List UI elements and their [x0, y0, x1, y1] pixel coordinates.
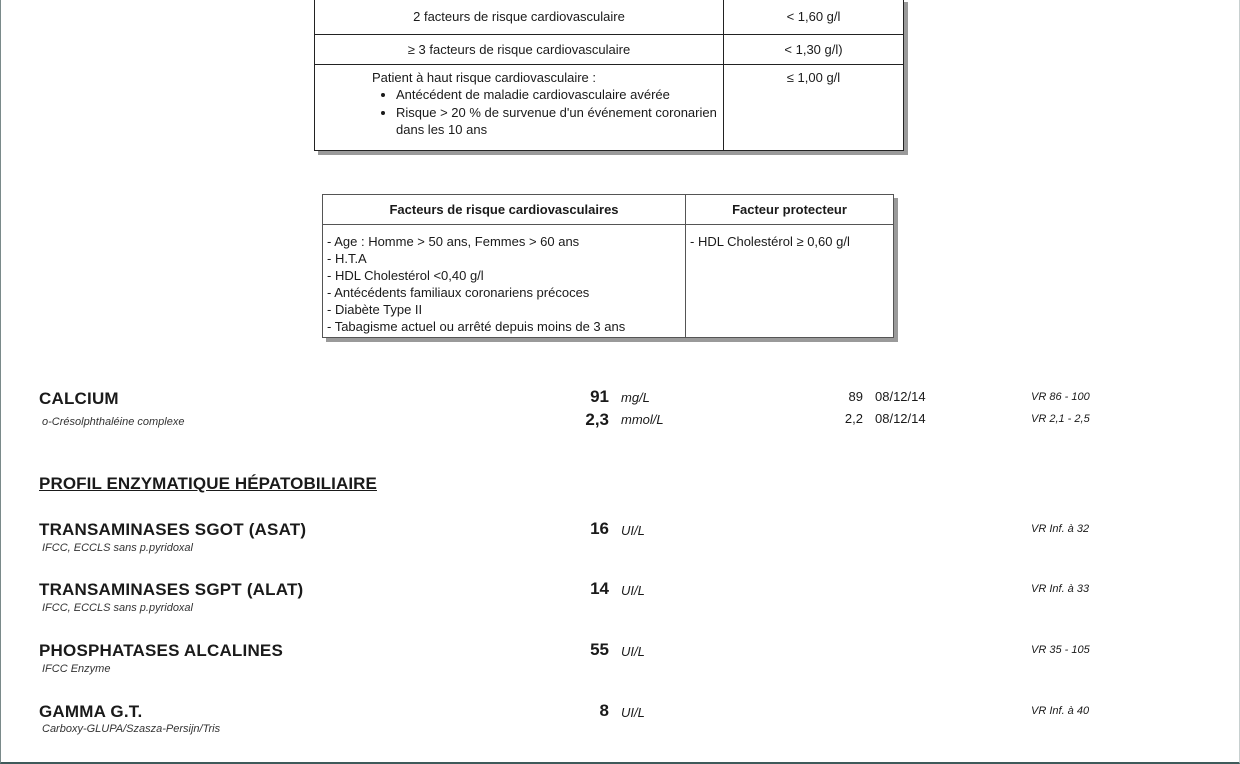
risk-factor-item: - Diabète Type II — [327, 302, 423, 317]
risk-factor-item: - HDL Cholestérol <0,40 g/l — [327, 268, 484, 283]
header-risk-factors: Facteurs de risque cardiovasculaires — [323, 195, 686, 225]
calcium-method: o-Crésolphthaléine complexe — [42, 416, 185, 428]
enzyme-value: 16 — [590, 519, 609, 538]
high-risk-bullet: • Risque > 20 % de survenue d'un événement coronarien dans les 10 ans — [396, 104, 717, 139]
risk-factor-item: - Tabagisme actuel ou arrêté depuis moins de 3 ans — [327, 319, 626, 334]
enzyme-unit: UI/L — [621, 644, 645, 659]
calcium-ref-mmol: VR 2,1 - 2,5 — [1031, 413, 1090, 425]
calcium-prev-mmol: 2,2 — [844, 411, 863, 426]
enzyme-unit: UI/L — [621, 523, 645, 538]
risk-factors-body — [323, 225, 894, 338]
enzyme-name: GAMMA G.T. — [39, 702, 143, 721]
ldl-target-table — [314, 0, 904, 151]
enzyme-value: 55 — [590, 640, 609, 659]
enzyme-unit: UI/L — [621, 705, 645, 720]
risk-factors-table — [322, 194, 894, 338]
ldl-row — [315, 35, 904, 65]
enzyme-name: PHOSPHATASES ALCALINES — [39, 641, 283, 660]
risk-factor-item: - H.T.A — [327, 251, 367, 266]
calcium-unit-mg: mg/L — [621, 390, 650, 405]
high-risk-list — [321, 86, 717, 139]
risk-factor-item: - Age : Homme > 50 ans, Femmes > 60 ans — [327, 234, 580, 249]
enzyme-method: Carboxy-GLUPA/Szasza-Persijn/Tris — [42, 723, 221, 735]
enzyme-value: 8 — [599, 701, 609, 720]
section-title: PROFIL ENZYMATIQUE HÉPATOBILIAIRE — [39, 474, 377, 493]
calcium-prev-date-mmol: 08/12/14 — [875, 411, 926, 426]
risk-factors-header — [323, 195, 894, 225]
enzyme-unit: UI/L — [621, 583, 645, 598]
enzyme-ref: VR 35 - 105 — [1031, 644, 1090, 656]
calcium-name: CALCIUM — [39, 389, 119, 408]
ldl-target: < 1,30 g/l) — [724, 35, 904, 65]
ldl-condition: ≥ 3 facteurs de risque cardiovasculaire — [315, 35, 724, 65]
enzyme-value: 14 — [590, 579, 609, 598]
enzyme-method: IFCC Enzyme — [42, 663, 111, 675]
risk-factor-list — [323, 225, 686, 338]
ldl-row — [315, 0, 904, 35]
protective-factor — [686, 225, 894, 338]
protective-factor-item: - HDL Cholestérol ≥ 0,60 g/l — [690, 234, 850, 249]
enzyme-ref: VR Inf. à 33 — [1031, 583, 1090, 595]
calcium-value-mg: 91 — [590, 387, 609, 406]
calcium-unit-mmol: mmol/L — [621, 412, 664, 427]
enzyme-ref: VR Inf. à 32 — [1031, 523, 1090, 535]
ldl-row-high-risk — [315, 65, 904, 151]
enzyme-ref: VR Inf. à 40 — [1031, 705, 1090, 717]
calcium-ref-mg: VR 86 - 100 — [1031, 391, 1090, 403]
ldl-target: ≤ 1,00 g/l — [724, 65, 904, 151]
high-risk-bullet: • Antécédent de maladie cardiovasculaire avérée — [396, 86, 717, 104]
risk-factor-item: - Antécédents familiaux coronariens précoces — [327, 285, 590, 300]
calcium-prev-date-mg: 08/12/14 — [875, 389, 926, 404]
header-protective-factor: Facteur protecteur — [686, 195, 894, 225]
enzyme-name: TRANSAMINASES SGOT (ASAT) — [39, 520, 307, 539]
calcium-prev-mg: 89 — [848, 389, 863, 404]
high-risk-title: Patient à haut risque cardiovasculaire : — [371, 70, 596, 85]
calcium-value-mmol: 2,3 — [585, 410, 609, 429]
ldl-target: < 1,60 g/l — [724, 0, 904, 35]
enzyme-name: TRANSAMINASES SGPT (ALAT) — [39, 580, 304, 599]
enzyme-method: IFCC, ECCLS sans p.pyridoxal — [42, 602, 193, 614]
high-risk-cell — [315, 65, 724, 151]
ldl-condition: 2 facteurs de risque cardiovasculaire — [315, 0, 724, 35]
enzyme-method: IFCC, ECCLS sans p.pyridoxal — [42, 542, 193, 554]
